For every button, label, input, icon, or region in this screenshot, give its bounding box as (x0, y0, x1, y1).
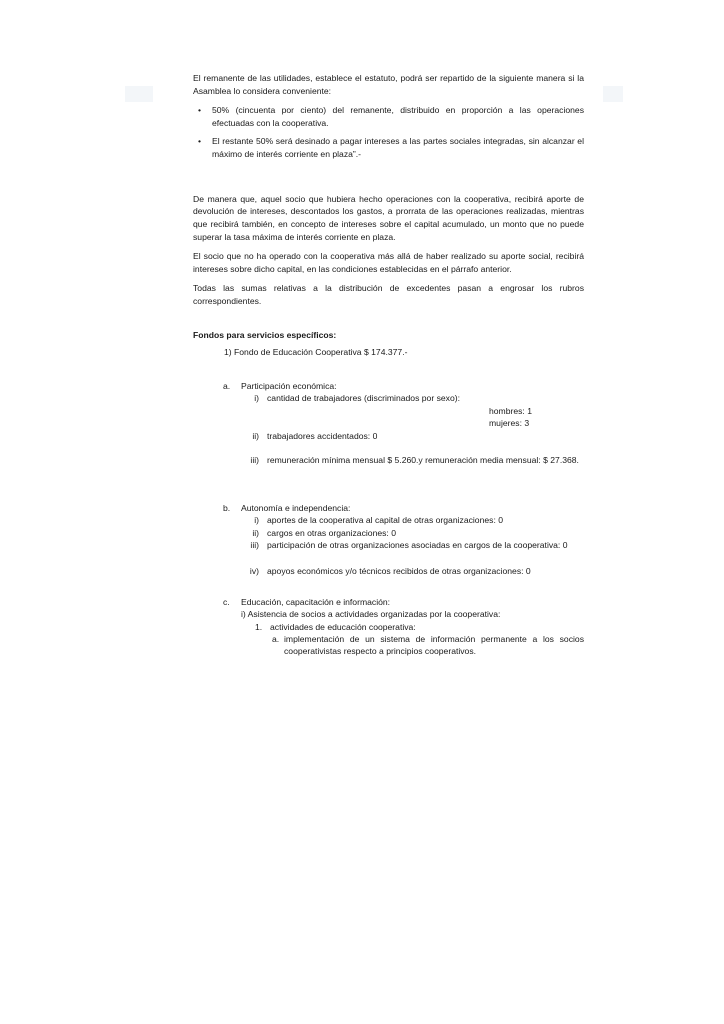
distribution-bullets (193, 104, 584, 161)
intro-paragraph: El remanente de las utilidades, establece el estatuto, podrá ser repartido de la siguiente manera si la Asamblea lo considera conveniente: (193, 73, 584, 96)
item-text: i) Asistencia de socios a actividades organizadas por la cooperativa: (241, 608, 501, 619)
paragraph-sumas: Todas las sumas relativas a la distribución de excedentes pasan a engrosar los rubros correspondientes. (193, 282, 584, 306)
item-label: 1. (255, 621, 263, 632)
bullet-icon: • (198, 136, 202, 147)
bullet-text: 50% (cincuenta por ciento) del remanente, distribuido en proporción a las operaciones efectuadas con la cooperativa. (212, 104, 584, 128)
bullet-item (193, 135, 584, 160)
item-text: participación de otras organizaciones asociadas en cargos de la cooperativa: 0 (267, 539, 568, 550)
item-label: i) (254, 514, 259, 525)
section-b-title: Autonomía e independencia: (241, 502, 351, 513)
section-a-title: Participación económica: (241, 380, 337, 391)
item-text: cantidad de trabajadores (discriminados por sexo): (267, 392, 460, 403)
item-label: ii) (252, 527, 259, 538)
mujeres-count: mujeres: 3 (489, 417, 530, 428)
section-a-label: a. (223, 380, 231, 391)
hombres-count: hombres: 1 (489, 405, 532, 416)
section-c (193, 596, 584, 666)
bullet-icon: • (198, 104, 202, 115)
item-text: actividades de educación cooperativa: (270, 621, 416, 632)
item-text: remuneración mínima mensual $ 5.260.y remuneración media mensual: $ 27.368. (267, 454, 579, 465)
section-c-label: c. (223, 596, 230, 607)
item-label: iii) (250, 454, 259, 465)
item-label: a. (272, 633, 280, 644)
item-label: iv) (249, 565, 259, 576)
item-text: aportes de la cooperativa al capital de otras organizaciones: 0 (267, 514, 503, 525)
section-a (193, 380, 584, 484)
scan-smudge-right (603, 86, 623, 102)
scan-smudge-left (125, 86, 153, 102)
item-text: implementación de un sistema de información permanente a los socios cooperativistas respecto a principios cooperativos. (284, 633, 584, 657)
document-page (193, 72, 584, 666)
bullet-item (193, 104, 584, 129)
item-text: trabajadores accidentados: 0 (267, 430, 378, 441)
item-label: ii) (252, 430, 259, 441)
section-b (193, 502, 584, 578)
item-text: apoyos económicos y/o técnicos recibidos de otras organizaciones: 0 (267, 565, 531, 576)
section-heading: Fondos para servicios específicos: (193, 330, 337, 341)
bullet-text: El restante 50% será desinado a pagar intereses a las partes sociales integradas, sin alcanzar el máximo de interés corriente en plaza”.- (212, 136, 584, 160)
paragraph-socio-operaciones: De manera que, aquel socio que hubiera hecho operaciones con la cooperativa, recibirá aporte de devolución de intereses, descontados los gastos, a prorrata de las operaciones realizadas, mientras que recibirá también, en concepto de intereses sobre el capital acumulado, un monto que no puede superar la tasa máxima de interés corriente en plaza. (193, 193, 584, 242)
fondo-educacion: 1) Fondo de Educación Cooperativa $ 174.377.- (224, 347, 408, 358)
item-text: cargos en otras organizaciones: 0 (267, 527, 396, 538)
paragraph-socio-sin-operar: El socio que no ha operado con la cooperativa más allá de haber realizado su aporte social, recibirá intereses sobre dicho capital, en las condiciones establecidas en el párrafo anterior. (193, 251, 584, 274)
item-label: iii) (250, 539, 259, 550)
section-b-label: b. (223, 502, 231, 513)
section-c-title: Educación, capacitación e información: (241, 596, 391, 607)
item-label: i) (254, 392, 259, 403)
